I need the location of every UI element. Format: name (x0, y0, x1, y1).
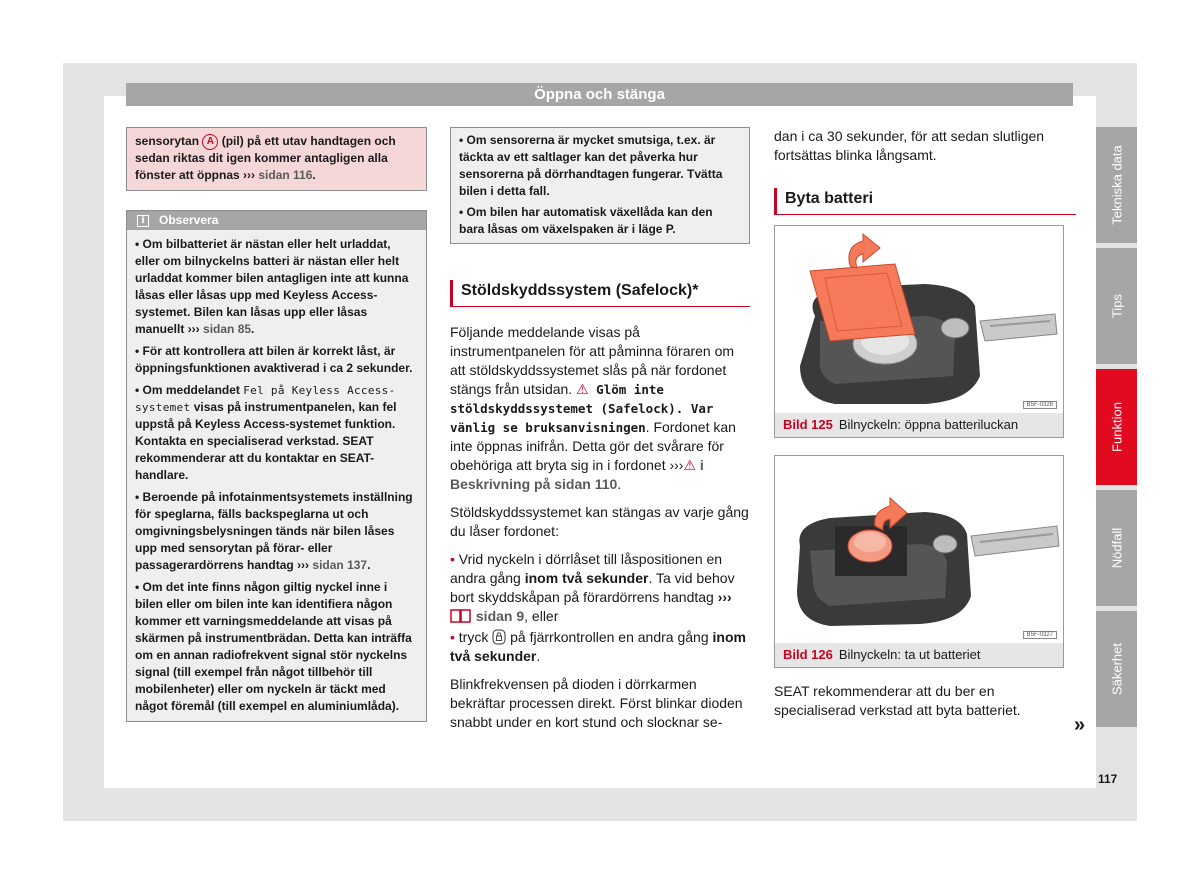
note-item: • Om sensorerna är mycket smutsiga, t.ex. är täckta av ett saltlager kan det påverka hur sensorerna på dörrhandtagen fungerar. Tvätta bilen i detta fall. (459, 133, 723, 198)
note-item: • Om det inte finns någon giltig nyckel inne i bilen eller om bilen inte kan identifiera någon kommer ett varningsmeddelande att visas på skärmen på instrumentbrädan. Detta kan inträffa om en annan radiofrekvent signal stör nyckelns signal (till exempel från något tillbehör till mobilenheter) eller om nyckeln är täckt med något föremål (till exempel en aluminiumlåda). (135, 580, 412, 713)
figure-caption: Bild 125 Bilnyckeln: öppna batteriluckan (775, 413, 1063, 437)
note-title: Observera (159, 213, 219, 227)
note-box-continued (450, 127, 750, 244)
warning-box: sensorytan A (pil) på ett utav handtagen och sedan riktas dit igen kommer antagligen alla fönster att öppnas ››› sidan 116. (126, 127, 427, 191)
book-icon (450, 609, 472, 623)
column-left (126, 127, 427, 722)
paragraph: dan i ca 30 sekunder, för att sedan slutligen fortsättas blinka långsamt. (774, 128, 1045, 163)
bullet-item: • Vrid nyckeln i dörrlåset till låspositionen en andra gång inom två sekunder. Ta vid behov bort skyddskåpan på förardörrens handtag ››› sidan 9, eller (450, 551, 735, 624)
display-message: Fel på Keyless Access-systemet (135, 384, 396, 414)
crossref-link[interactable]: sidan 137 (309, 558, 368, 572)
column-right (774, 127, 1074, 720)
info-icon: i (137, 215, 149, 227)
tab-tips[interactable]: Tips (1096, 248, 1137, 364)
tab-tekniska-data[interactable]: Tekniska data (1096, 127, 1137, 243)
warning-text-post: (pil) på ett utav handtagen och sedan riktas dit igen kommer antagligen alla fönster att öppnas (135, 134, 396, 182)
note-item: • Om meddelandet Fel på Keyless Access-systemet visas på instrumentpanelen, kan fel uppstå på Keyless Access-systemet funktion. Kontakta en specialiserad verkstad. SEAT rekommenderar att du kontaktar en SEAT-handlare. (135, 383, 397, 482)
section-body (450, 323, 750, 732)
display-message: Glöm inte stöldskyddssystemet (Safelock). Var vänlig se bruksanvisningen (450, 382, 714, 435)
note-header (127, 211, 426, 230)
paragraph: Blinkfrekvensen på dioden i dörrkarmen bekräftar processen direkt. Först blinkar dioden snabbt under en kort stund och slocknar se- (450, 676, 743, 730)
tab-funktion[interactable]: Funktion (1096, 369, 1137, 485)
page-header: Öppna och stänga (126, 83, 1073, 106)
figure-label: Bild 125 (783, 417, 833, 432)
note-body (127, 230, 426, 721)
key-battery-removal-image (775, 456, 1063, 643)
figure-label: Bild 126 (783, 647, 833, 662)
continued-marker: » (1074, 714, 1086, 736)
crossref-arrow: ››› (243, 168, 256, 182)
note-item: • Om bilen har automatisk växellåda kan den bara låsas om växelspaken är i läge P. (459, 205, 713, 236)
section-title-safelock: Stöldskyddssystem (Safelock)* (450, 280, 750, 307)
paragraph: Följande meddelande visas på instrumentpanelen för att påminna föraren om att stöldskyddssystemet slås på när fordonet stängs från utsidan. ⚠ Glöm inte stöldskyddssystemet (Safelock). Var vänlig se bruksanvisningen. Fordonet kan inte öppnas inifrån. Detta gör det svårare för obehöriga att bryta sig in i fordonet ›››⚠ i Beskrivning på sidan 110. (450, 324, 736, 492)
figure-125 (774, 225, 1064, 438)
note-item: • Beroende på infotainmentsystemets inställning för speglarna, fälls backspeglarna ut och omgivningsbelysningen tänds när bilen låses upp med sensorytan på förar- eller passagerardörrens handtag ››› sidan 137. (135, 490, 413, 572)
page-number: 117 (1098, 772, 1118, 786)
warning-text-pre: sensorytan (135, 134, 203, 148)
warning-triangle-icon: ⚠ (683, 457, 697, 473)
figure-code: B5F-0326 (1023, 401, 1057, 409)
crossref-link[interactable]: sidan 85 (199, 322, 252, 336)
warning-triangle-icon: ⚠ (576, 381, 589, 397)
callout-a-icon: A (202, 134, 218, 150)
tab-sakerhet[interactable]: Säkerhet (1096, 611, 1137, 727)
figure-caption: Bild 126 Bilnyckeln: ta ut batteriet (775, 643, 1063, 667)
crossref-link[interactable]: i Beskrivning på sidan 110 (450, 457, 704, 492)
tab-nodfall[interactable]: Nödfall (1096, 490, 1137, 606)
note-item: • För att kontrollera att bilen är korrekt låst, är öppningsfunktionen avaktiverad i ca 2 sekunder. (135, 344, 413, 375)
crossref-link[interactable]: sidan 116 (255, 168, 313, 182)
column-middle (450, 127, 750, 741)
figure-126 (774, 455, 1064, 668)
note-box (126, 210, 427, 722)
bullet-item: • tryck på fjärrkontrollen en andra gång inom två sekunder. (450, 629, 746, 664)
lock-button-icon (492, 629, 506, 645)
section-title-battery: Byta batteri (774, 188, 1076, 215)
note-item: • Om bilbatteriet är nästan eller helt urladdat, eller om bilnyckelns batteri är nästan eller helt urladdat kommer bilen antagligen inte att kunna låsas eller låsas upp med Keyless Access-systemet. Bilen kan låsas upp eller låsas manuellt ››› sidan 85. (135, 237, 409, 336)
crossref-link[interactable]: sidan 9 (472, 608, 525, 624)
key-battery-cover-image (775, 226, 1063, 413)
figure-code: B5F-0327 (1023, 631, 1057, 639)
paragraph: Stöldskyddssystemet kan stängas av varje gång du låser fordonet: (450, 504, 749, 539)
paragraph: SEAT rekommenderar att du ber en specialiserad verkstad att byta batteriet. (774, 683, 1021, 718)
